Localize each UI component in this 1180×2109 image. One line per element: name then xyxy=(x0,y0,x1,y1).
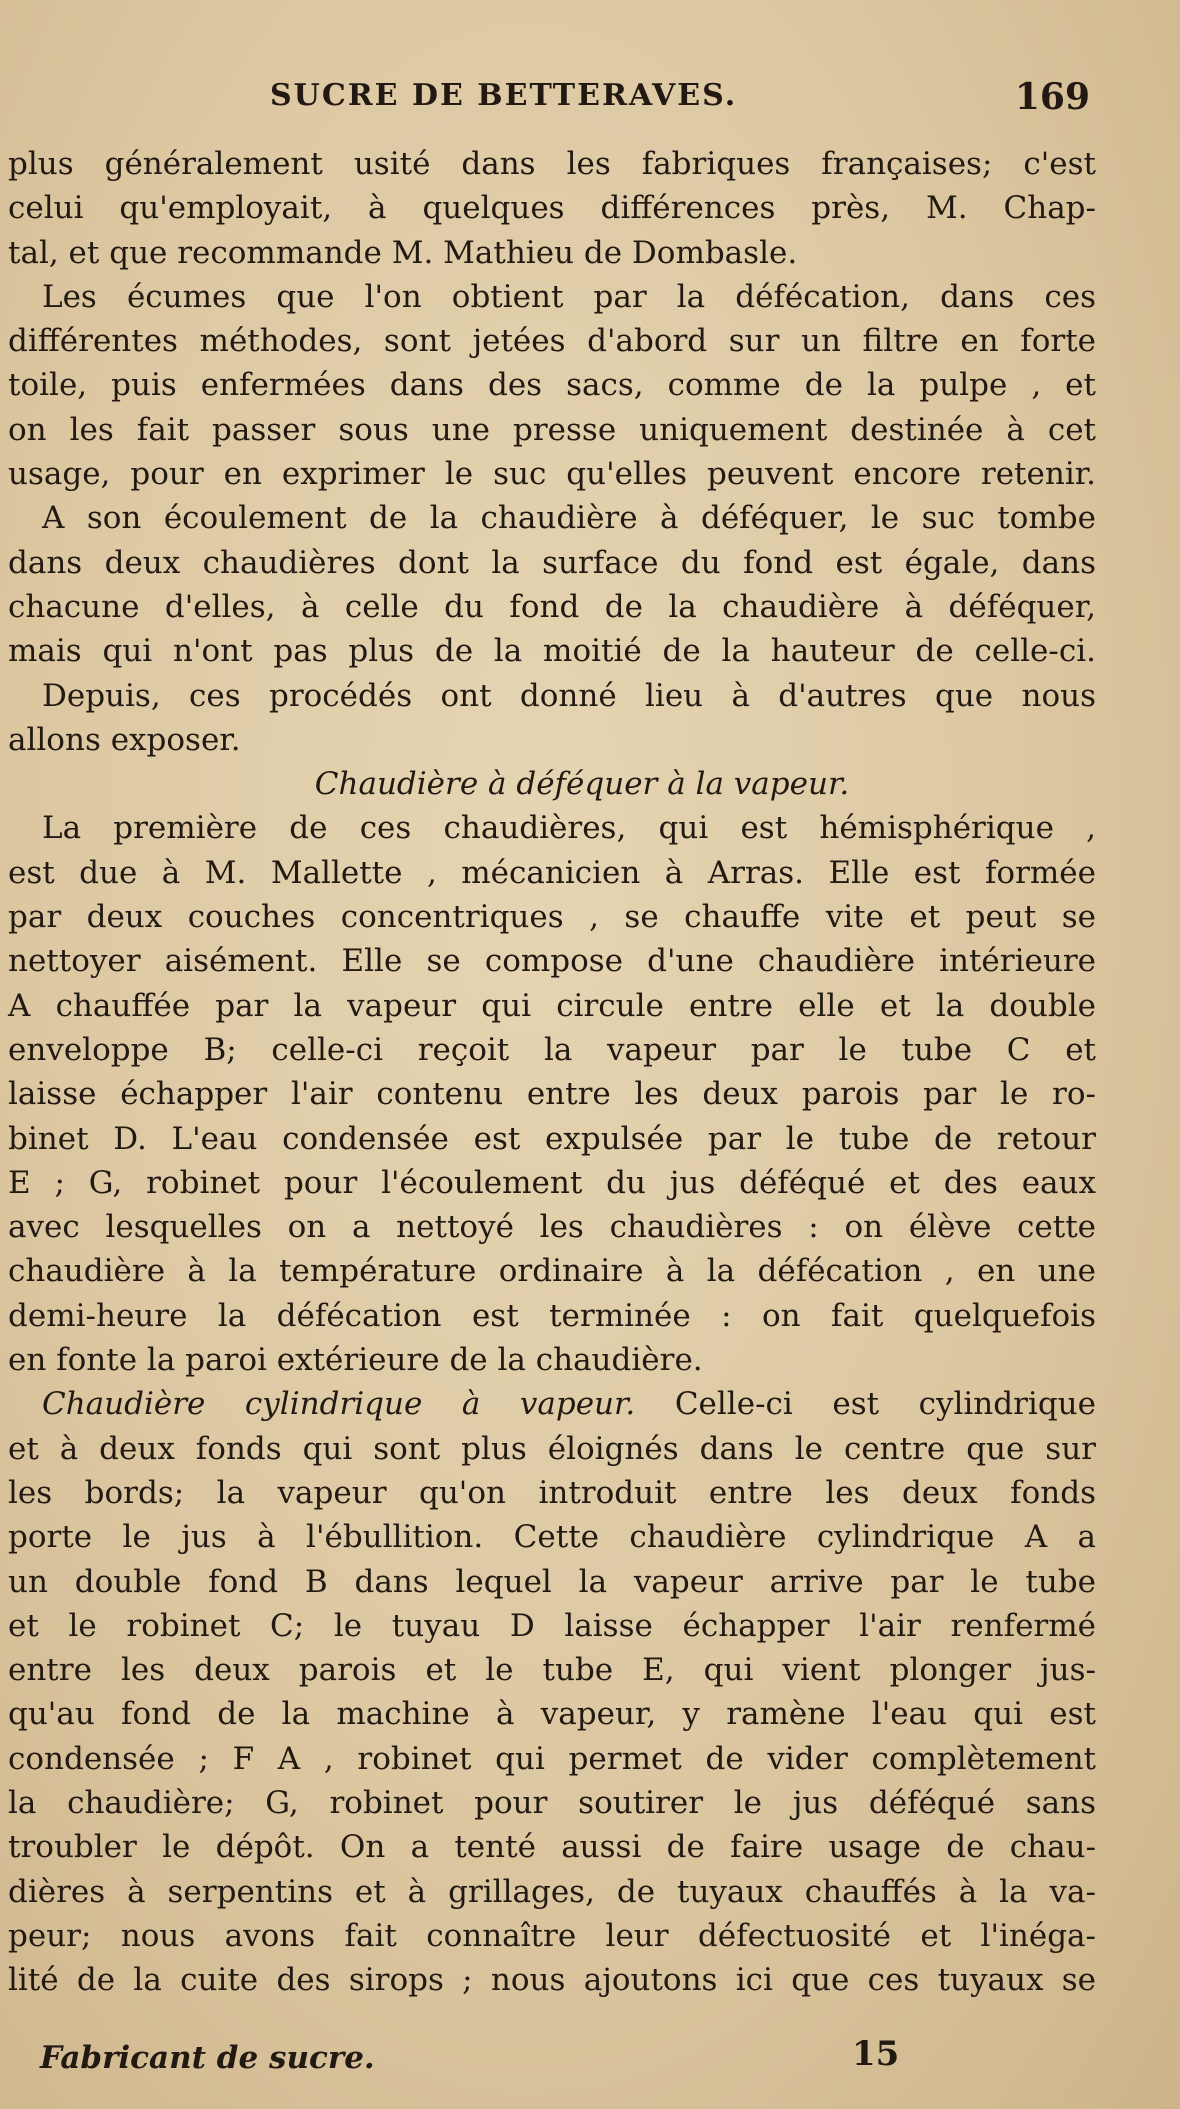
text-line: les bords; la vapeur qu'on introduit entre les deux fonds xyxy=(8,1474,1096,1511)
text-line: dières à serpentins et à grillages, de tuyaux chauffés à la va- xyxy=(8,1873,1096,1910)
signature-title: Fabricant de sucre. xyxy=(40,2040,375,2076)
text-line: La première de ces chaudières, qui est hémisphérique , xyxy=(42,810,1096,847)
text-line: A son écoulement de la chaudière à déféquer, le suc tombe xyxy=(42,500,1096,537)
text-line: A chauffée par la vapeur qui circule entre elle et la double xyxy=(8,987,1096,1024)
text-line: différentes méthodes, sont jetées d'abord sur un filtre en forte xyxy=(8,323,1096,360)
text-line: la chaudière; G, robinet pour soutirer le jus déféqué sans xyxy=(8,1784,1096,1821)
text-line: Les écumes que l'on obtient par la défécation, dans ces xyxy=(42,278,1096,315)
text-line: dans deux chaudières dont la surface du fond est égale, dans xyxy=(8,544,1096,581)
text-line: enveloppe B; celle-ci reçoit la vapeur par le tube C et xyxy=(8,1031,1096,1068)
text-line: porte le jus à l'ébullition. Cette chaudière cylindrique A a xyxy=(8,1519,1096,1556)
text-line: tal, et que recommande M. Mathieu de Dombasle. xyxy=(8,234,798,271)
text-line xyxy=(8,1382,1096,1426)
section-heading: Chaudière à déféquer à la vapeur. xyxy=(314,766,850,803)
page-number: 169 xyxy=(1014,76,1090,118)
running-title: SUCRE DE BETTERAVES. xyxy=(270,78,738,113)
text-line: binet D. L'eau condensée est expulsée par le tube de retour xyxy=(8,1120,1096,1157)
text-line: un double fond B dans lequel la vapeur arrive par le tube xyxy=(8,1563,1096,1600)
text-line: E ; G, robinet pour l'écoulement du jus déféqué et des eaux xyxy=(8,1164,1096,1201)
text-line: Depuis, ces procédés ont donné lieu à d'autres que nous xyxy=(42,677,1096,714)
text-line: peur; nous avons fait connaître leur défectuosité et l'inéga- xyxy=(8,1917,1096,1954)
page-header xyxy=(270,78,1090,128)
text-line: est due à M. Mallette , mécanicien à Arras. Elle est formée xyxy=(8,854,1096,891)
text-line: usage, pour en exprimer le suc qu'elles peuvent encore retenir. xyxy=(8,456,1096,493)
page-footer xyxy=(40,2034,920,2084)
text-line: nettoyer aisément. Elle se compose d'une chaudière intérieure xyxy=(8,943,1096,980)
text-line: condensée ; F A , robinet qui permet de vider complètement xyxy=(8,1740,1096,1777)
text-line: troubler le dépôt. On a tenté aussi de faire usage de chau- xyxy=(8,1829,1096,1866)
text-line: et à deux fonds qui sont plus éloignés dans le centre que sur xyxy=(8,1430,1096,1467)
text-line-rest: Celle-ci est cylindrique xyxy=(674,1386,1096,1423)
text-line: lité de la cuite des sirops ; nous ajoutons ici que ces tuyaux se xyxy=(8,1962,1096,1999)
paragraph-lead-heading: Chaudière cylindrique à vapeur. xyxy=(42,1386,636,1423)
body-text xyxy=(8,142,1096,2002)
text-line: chaudière à la température ordinaire à la défécation , en une xyxy=(8,1253,1096,1290)
text-line: on les fait passer sous une presse uniquement destinée à cet xyxy=(8,411,1096,448)
text-line: et le robinet C; le tuyau D laisse échapper l'air renfermé xyxy=(8,1607,1096,1644)
text-line: par deux couches concentriques , se chauffe vite et peut se xyxy=(8,899,1096,936)
text-line: plus généralement usité dans les fabriques françaises; c'est xyxy=(8,146,1096,182)
text-line: avec lesquelles on a nettoyé les chaudières : on élève cette xyxy=(8,1209,1096,1246)
signature-number: 15 xyxy=(852,2034,900,2074)
text-line: chacune d'elles, à celle du fond de la chaudière à déféquer, xyxy=(8,588,1096,625)
text-line: mais qui n'ont pas plus de la moitié de la hauteur de celle-ci. xyxy=(8,633,1096,670)
text-line: laisse échapper l'air contenu entre les deux parois par le ro- xyxy=(8,1076,1096,1113)
text-line: toile, puis enfermées dans des sacs, comme de la pulpe , et xyxy=(8,367,1096,404)
text-line: qu'au fond de la machine à vapeur, y ramène l'eau qui est xyxy=(8,1696,1096,1733)
text-line: celui qu'employait, à quelques différences près, M. Chap- xyxy=(8,190,1096,227)
text-line: allons exposer. xyxy=(8,721,241,758)
text-line: entre les deux parois et le tube E, qui vient plonger jus- xyxy=(8,1652,1096,1689)
text-line: demi-heure la défécation est terminée : on fait quelquefois xyxy=(8,1297,1096,1334)
text-line: en fonte la paroi extérieure de la chaudière. xyxy=(8,1342,703,1379)
